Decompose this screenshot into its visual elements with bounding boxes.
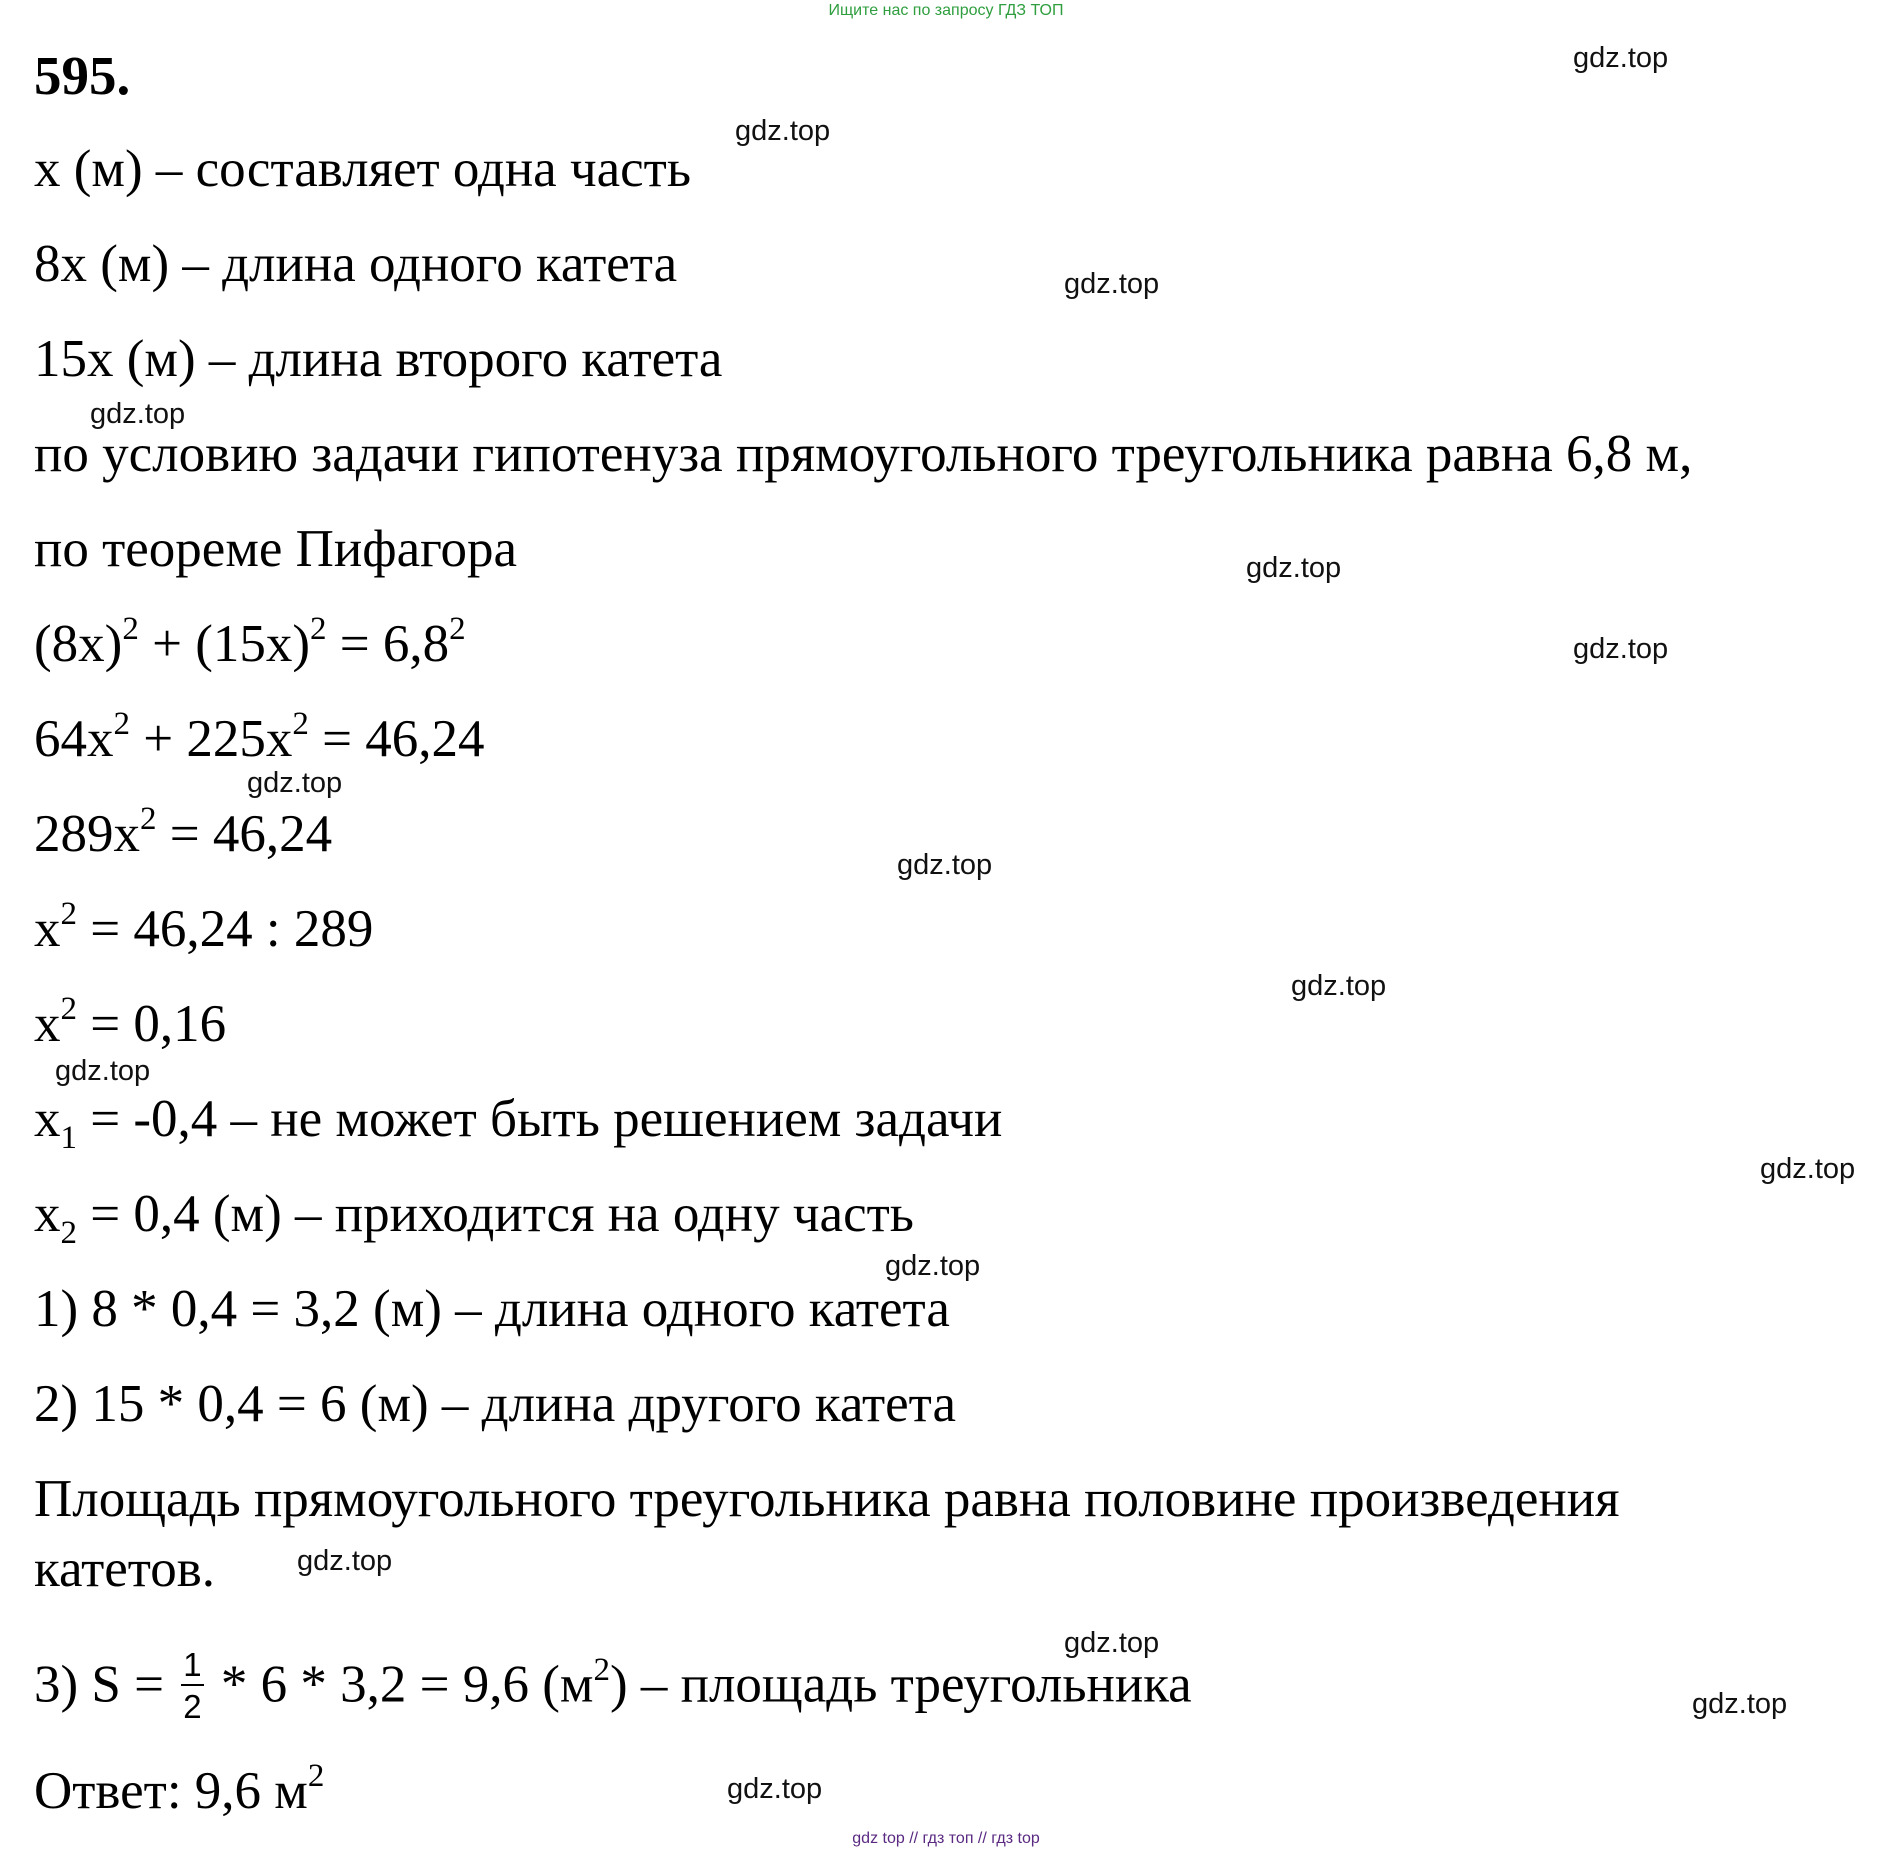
solution-line-5: по теореме Пифагора [34, 520, 518, 578]
eq-term: 289x [34, 805, 140, 863]
exponent: 2 [449, 611, 466, 647]
equation-pythagoras [34, 611, 466, 673]
eq-term: = 6,8 [326, 615, 450, 673]
area-rule-line-1: Площадь прямоугольного треугольника равна половине произведения [34, 1470, 1620, 1528]
exponent: 2 [60, 991, 77, 1027]
solution-line-4: по условию задачи гипотенуза прямоугольного треугольника равна 6,8 м, [34, 425, 1693, 483]
watermark: gdz.top [1760, 1153, 1856, 1185]
subscript: 1 [60, 1120, 77, 1156]
eq-term: (8x) [34, 615, 123, 673]
exponent: 2 [593, 1651, 610, 1688]
solution-line-3: 15x (м) – длина второго катета [34, 330, 723, 388]
watermark: gdz.top [885, 1250, 981, 1282]
step-2: 2) 15 * 0,4 = 6 (м) – длина другого катета [34, 1375, 957, 1433]
subscript: 2 [60, 1215, 77, 1251]
watermark: gdz.top [727, 1773, 823, 1805]
eq-term: = 0,4 (м) – приходится на одну часть [77, 1185, 914, 1243]
exponent: 2 [292, 706, 309, 742]
eq-term: = 0,16 [77, 995, 227, 1053]
eq-term: = 46,24 [156, 805, 333, 863]
exponent: 2 [122, 611, 139, 647]
eq-term: 64x [34, 710, 114, 768]
eq-term: x [34, 1185, 61, 1243]
problem-number: 595. [34, 45, 131, 106]
eq-term: + (15x) [138, 615, 311, 673]
fraction-one-half [181, 1648, 203, 1723]
watermark: gdz.top [1692, 1688, 1788, 1720]
eq-term: = 46,24 [308, 710, 485, 768]
step-1: 1) 8 * 0,4 = 3,2 (м) – длина одного катета [34, 1280, 950, 1338]
eq-term: * 6 * 3,2 = 9,6 (м [207, 1655, 594, 1714]
eq-term: = 46,24 : 289 [77, 900, 374, 958]
footer-links: gdz top // гдз топ // гдз top [852, 1830, 1040, 1847]
eq-term: 3) S = [34, 1655, 178, 1714]
top-banner: Ищите нас по запросу ГДЗ ТОП [828, 2, 1064, 19]
answer-text: Ответ: 9,6 м [34, 1762, 308, 1820]
exponent: 2 [113, 706, 130, 742]
eq-term: x [34, 900, 61, 958]
exponent: 2 [140, 801, 157, 837]
watermark: gdz.top [247, 767, 343, 799]
eq-term: x [34, 1090, 61, 1148]
equation-result [34, 991, 227, 1053]
watermark: gdz.top [1573, 633, 1669, 665]
watermark: gdz.top [1064, 1627, 1160, 1659]
step-3 [34, 1646, 1192, 1727]
root-x1 [34, 1090, 1003, 1156]
root-x2 [34, 1185, 914, 1251]
eq-term: = -0,4 – не может быть решением задачи [77, 1090, 1003, 1148]
watermark: gdz.top [90, 398, 186, 430]
solution-line-1: x (м) – составляет одна часть [34, 140, 691, 198]
eq-term: x [34, 995, 61, 1053]
watermark: gdz.top [1573, 42, 1669, 74]
eq-term: ) – площадь треугольника [609, 1655, 1192, 1714]
exponent: 2 [60, 896, 77, 932]
fraction-numerator: 1 [181, 1648, 203, 1686]
solution-line-2: 8x (м) – длина одного катета [34, 235, 678, 293]
watermark: gdz.top [1246, 552, 1342, 584]
watermark: gdz.top [897, 849, 993, 881]
fraction-denominator: 2 [183, 1688, 202, 1725]
equation-combined [34, 801, 333, 863]
watermark: gdz.top [1291, 970, 1387, 1002]
equation-expanded [34, 706, 485, 768]
exponent: 2 [310, 611, 327, 647]
area-rule-line-2: катетов. [34, 1540, 216, 1598]
watermark: gdz.top [1064, 268, 1160, 300]
answer [34, 1758, 325, 1820]
watermark: gdz.top [55, 1055, 151, 1087]
equation-divide [34, 896, 374, 958]
exponent: 2 [307, 1758, 325, 1794]
eq-term: + 225x [130, 710, 293, 768]
watermark: gdz.top [297, 1545, 393, 1577]
watermark: gdz.top [735, 115, 831, 147]
